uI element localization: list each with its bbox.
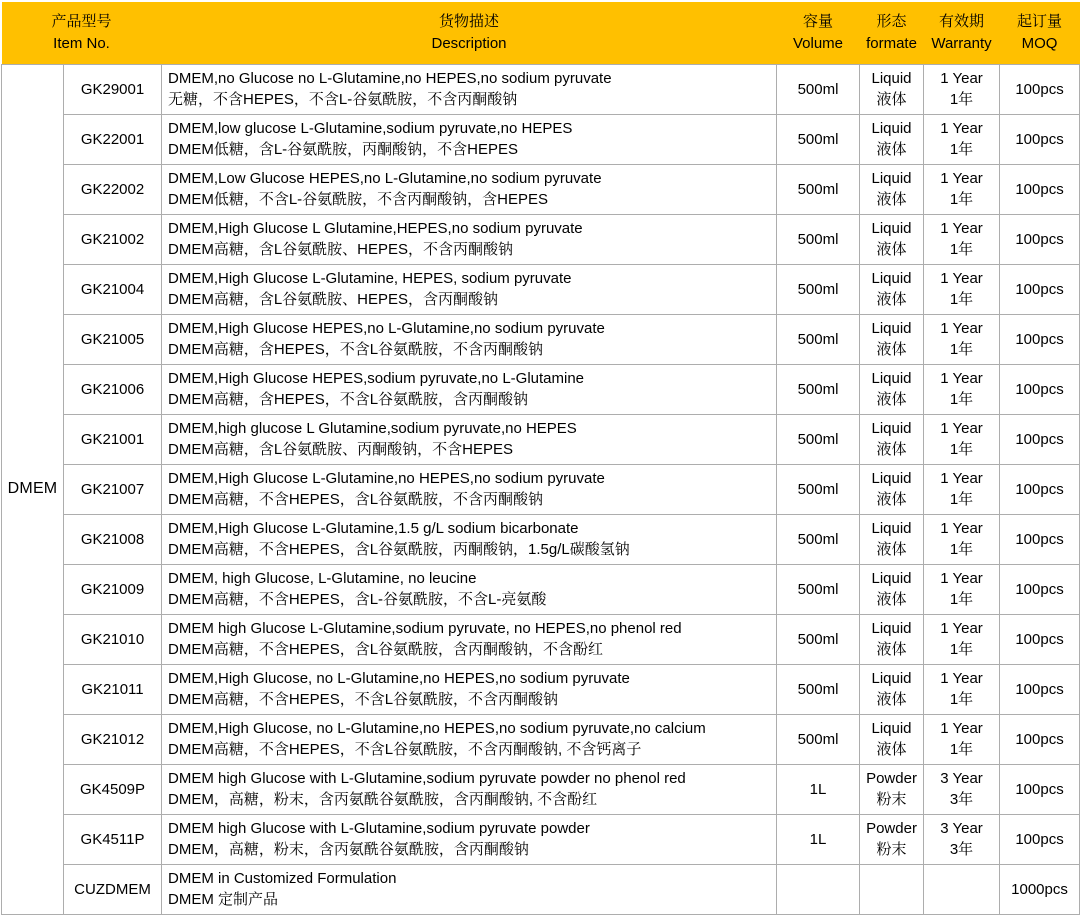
moq-cell: 100pcs xyxy=(1000,664,1080,714)
warranty-zh: 3年 xyxy=(949,791,974,809)
description-en: DMEM,High Glucose, no L-Glutamine,no HEPES,no sodium pyruvate xyxy=(168,670,630,688)
description-en: DMEM,low glucose L-Glutamine,sodium pyruvate,no HEPES xyxy=(168,120,573,138)
description-zh: DMEM高糖，含L谷氨酰胺、丙酮酸钠，不含HEPES xyxy=(168,441,514,459)
description-cell xyxy=(162,214,777,264)
description-en: DMEM,Low Glucose HEPES,no L-Glutamine,no sodium pyruvate xyxy=(168,170,602,188)
warranty-cell xyxy=(924,664,1000,714)
formate-en: Liquid xyxy=(871,120,912,138)
description-en: DMEM,High Glucose L Glutamine,HEPES,no sodium pyruvate xyxy=(168,220,583,238)
item-no-cell: CUZDMEM xyxy=(64,864,162,914)
formate-cell xyxy=(860,764,924,814)
description-cell xyxy=(162,814,777,864)
description-cell xyxy=(162,514,777,564)
moq-cell: 1000pcs xyxy=(1000,864,1080,914)
warranty-cell xyxy=(924,214,1000,264)
header-row xyxy=(2,2,1080,64)
warranty-zh: 1年 xyxy=(949,91,974,108)
volume-cell: 500ml xyxy=(777,64,860,114)
formate-cell xyxy=(860,414,924,464)
item-no-cell: GK21009 xyxy=(64,564,162,614)
table-row xyxy=(2,814,1080,864)
item-no-cell: GK21011 xyxy=(64,664,162,714)
formate-cell xyxy=(860,614,924,664)
item-no-cell: GK21004 xyxy=(64,264,162,314)
description-en: DMEM,High Glucose L-Glutamine,no HEPES,no sodium pyruvate xyxy=(168,470,605,488)
warranty-cell xyxy=(924,64,1000,114)
warranty-en: 1 Year xyxy=(940,270,983,288)
description-en: DMEM high Glucose with L-Glutamine,sodium pyruvate powder no phenol red xyxy=(168,770,686,788)
warranty-cell xyxy=(924,314,1000,364)
formate-cell xyxy=(860,814,924,864)
item-no-cell: GK21008 xyxy=(64,514,162,564)
description-cell xyxy=(162,414,777,464)
volume-cell: 500ml xyxy=(777,464,860,514)
warranty-zh: 3年 xyxy=(949,841,974,859)
volume-cell: 500ml xyxy=(777,114,860,164)
warranty-en: 1 Year xyxy=(940,170,983,188)
header-description-en: Description xyxy=(431,34,507,52)
formate-zh: 液体 xyxy=(876,591,907,609)
formate-en: Liquid xyxy=(871,320,912,338)
warranty-en: 1 Year xyxy=(940,120,983,138)
moq-cell: 100pcs xyxy=(1000,764,1080,814)
description-cell xyxy=(162,664,777,714)
description-cell xyxy=(162,264,777,314)
moq-cell: 100pcs xyxy=(1000,814,1080,864)
description-zh: DMEM 定制产品 xyxy=(168,891,279,909)
warranty-zh: 1年 xyxy=(949,641,974,659)
description-zh: DMEM高糖，含HEPES，不含L谷氨酰胺，含丙酮酸钠 xyxy=(168,391,529,409)
warranty-zh: 1年 xyxy=(949,241,974,259)
formate-en: Liquid xyxy=(871,270,912,288)
formate-cell xyxy=(860,714,924,764)
table-row xyxy=(2,564,1080,614)
warranty-en: 1 Year xyxy=(940,520,983,538)
moq-cell: 100pcs xyxy=(1000,414,1080,464)
description-cell xyxy=(162,614,777,664)
header-warranty-zh: 有效期 xyxy=(939,12,985,30)
description-zh: DMEM高糖，不含HEPES，不含L谷氨酰胺，不含丙酮酸钠 xyxy=(168,691,559,709)
description-en: DMEM,High Glucose L-Glutamine,1.5 g/L sodium bicarbonate xyxy=(168,520,579,538)
item-no-cell: GK21007 xyxy=(64,464,162,514)
header-formate-en: formate xyxy=(866,34,917,52)
formate-cell xyxy=(860,464,924,514)
description-cell xyxy=(162,464,777,514)
table-row xyxy=(2,864,1080,914)
description-en: DMEM,High Glucose L-Glutamine, HEPES, sodium pyruvate xyxy=(168,270,572,288)
moq-cell: 100pcs xyxy=(1000,464,1080,514)
formate-zh: 粉末 xyxy=(876,841,907,859)
moq-cell: 100pcs xyxy=(1000,214,1080,264)
volume-cell: 500ml xyxy=(777,264,860,314)
moq-cell: 100pcs xyxy=(1000,64,1080,114)
warranty-zh: 1年 xyxy=(949,191,974,209)
formate-en: Liquid xyxy=(871,370,912,388)
warranty-en: 1 Year xyxy=(940,420,983,438)
item-no-cell: GK4511P xyxy=(64,814,162,864)
warranty-en: 1 Year xyxy=(940,370,983,388)
item-no-cell: GK21012 xyxy=(64,714,162,764)
product-group-cell: DMEM xyxy=(2,64,64,915)
warranty-cell xyxy=(924,614,1000,664)
volume-cell: 500ml xyxy=(777,164,860,214)
warranty-en: 1 Year xyxy=(940,320,983,338)
item-no-cell: GK21006 xyxy=(64,364,162,414)
warranty-en: 1 Year xyxy=(940,220,983,238)
formate-cell xyxy=(860,264,924,314)
warranty-cell xyxy=(924,464,1000,514)
volume-cell: 500ml xyxy=(777,414,860,464)
table-row xyxy=(2,714,1080,764)
volume-cell: 500ml xyxy=(777,614,860,664)
warranty-zh: 1年 xyxy=(949,441,974,459)
warranty-en: 3 Year xyxy=(940,820,983,838)
description-cell xyxy=(162,314,777,364)
table-row xyxy=(2,614,1080,664)
formate-zh: 液体 xyxy=(876,191,907,209)
header-item-no-en: Item No. xyxy=(53,34,110,52)
formate-cell xyxy=(860,864,924,914)
volume-cell: 500ml xyxy=(777,564,860,614)
moq-cell: 100pcs xyxy=(1000,614,1080,664)
formate-zh: 液体 xyxy=(876,91,907,108)
formate-zh: 液体 xyxy=(876,441,907,459)
table-row xyxy=(2,414,1080,464)
header-volume-zh: 容量 xyxy=(803,12,834,30)
description-zh: DMEM高糖，不含HEPES，不含L谷氨酰胺，不含丙酮酸钠, 不含钙离子 xyxy=(168,741,642,759)
formate-zh: 液体 xyxy=(876,541,907,559)
header-description xyxy=(162,2,777,64)
warranty-cell xyxy=(924,814,1000,864)
description-zh: DMEM高糖，不含HEPES，含L谷氨酰胺，丙酮酸钠，1.5g/L碳酸氢钠 xyxy=(168,541,630,559)
table-row xyxy=(2,164,1080,214)
table-row xyxy=(2,214,1080,264)
description-zh: 无糖，不含HEPES，不含L-谷氨酰胺，不含丙酮酸钠 xyxy=(168,91,518,108)
formate-en: Liquid xyxy=(871,520,912,538)
description-en: DMEM,no Glucose no L-Glutamine,no HEPES,no sodium pyruvate xyxy=(168,70,612,87)
formate-en: Powder xyxy=(866,770,917,788)
header-moq-en: MOQ xyxy=(1021,34,1058,52)
header-moq xyxy=(1000,2,1080,64)
volume-cell: 500ml xyxy=(777,664,860,714)
formate-zh: 液体 xyxy=(876,491,907,509)
formate-cell xyxy=(860,564,924,614)
warranty-zh: 1年 xyxy=(949,591,974,609)
moq-cell: 100pcs xyxy=(1000,114,1080,164)
header-description-zh: 货物描述 xyxy=(439,12,500,30)
item-no-cell: GK21002 xyxy=(64,214,162,264)
formate-cell xyxy=(860,164,924,214)
description-cell xyxy=(162,114,777,164)
formate-en: Liquid xyxy=(871,670,912,688)
formate-en: Liquid xyxy=(871,470,912,488)
formate-zh: 液体 xyxy=(876,691,907,709)
formate-en: Liquid xyxy=(871,170,912,188)
table-row xyxy=(2,264,1080,314)
moq-cell: 100pcs xyxy=(1000,314,1080,364)
warranty-cell xyxy=(924,714,1000,764)
formate-zh: 液体 xyxy=(876,291,907,309)
warranty-zh: 1年 xyxy=(949,291,974,309)
warranty-zh: 1年 xyxy=(949,691,974,709)
formate-en: Liquid xyxy=(871,620,912,638)
formate-zh: 液体 xyxy=(876,141,907,159)
warranty-zh: 1年 xyxy=(949,491,974,509)
product-catalog-table xyxy=(1,2,1080,915)
formate-cell xyxy=(860,114,924,164)
warranty-cell xyxy=(924,414,1000,464)
warranty-en: 1 Year xyxy=(940,70,983,87)
formate-zh: 粉末 xyxy=(876,791,907,809)
moq-cell: 100pcs xyxy=(1000,164,1080,214)
description-en: DMEM in Customized Formulation xyxy=(168,870,397,888)
description-cell xyxy=(162,164,777,214)
header-formate-zh: 形态 xyxy=(876,12,907,30)
volume-cell: 500ml xyxy=(777,514,860,564)
warranty-en: 1 Year xyxy=(940,670,983,688)
warranty-cell xyxy=(924,114,1000,164)
volume-cell: 500ml xyxy=(777,314,860,364)
description-cell xyxy=(162,714,777,764)
header-item-no-zh: 产品型号 xyxy=(51,12,112,30)
item-no-cell: GK22002 xyxy=(64,164,162,214)
description-en: DMEM,high glucose L Glutamine,sodium pyruvate,no HEPES xyxy=(168,420,577,438)
description-en: DMEM high Glucose with L-Glutamine,sodium pyruvate powder xyxy=(168,820,590,838)
formate-zh: 液体 xyxy=(876,641,907,659)
description-cell xyxy=(162,764,777,814)
warranty-zh: 1年 xyxy=(949,341,974,359)
warranty-zh: 1年 xyxy=(949,141,974,159)
formate-en: Liquid xyxy=(871,70,912,87)
warranty-en: 1 Year xyxy=(940,470,983,488)
description-zh: DMEM高糖，含HEPES，不含L谷氨酰胺，不含丙酮酸钠 xyxy=(168,341,544,359)
moq-cell: 100pcs xyxy=(1000,264,1080,314)
warranty-zh: 1年 xyxy=(949,541,974,559)
volume-cell: 500ml xyxy=(777,364,860,414)
warranty-cell xyxy=(924,864,1000,914)
header-warranty xyxy=(924,2,1000,64)
warranty-cell xyxy=(924,564,1000,614)
description-en: DMEM,High Glucose HEPES,no L-Glutamine,no sodium pyruvate xyxy=(168,320,605,338)
item-no-cell: GK21005 xyxy=(64,314,162,364)
warranty-en: 1 Year xyxy=(940,620,983,638)
formate-cell xyxy=(860,664,924,714)
description-cell xyxy=(162,64,777,114)
description-zh: DMEM，高糖，粉末，含丙氨酰谷氨酰胺，含丙酮酸钠 xyxy=(168,841,529,859)
volume-cell: 500ml xyxy=(777,714,860,764)
volume-cell: 1L xyxy=(777,814,860,864)
formate-en: Liquid xyxy=(871,420,912,438)
description-zh: DMEM，高糖，粉末，含丙氨酰谷氨酰胺，含丙酮酸钠, 不含酚红 xyxy=(168,791,598,809)
description-zh: DMEM高糖，不含HEPES，含L-谷氨酰胺，不含L-亮氨酸 xyxy=(168,591,547,609)
description-en: DMEM,High Glucose HEPES,sodium pyruvate,no L-Glutamine xyxy=(168,370,585,388)
warranty-cell xyxy=(924,514,1000,564)
description-cell xyxy=(162,864,777,914)
description-en: DMEM,High Glucose, no L-Glutamine,no HEPES,no sodium pyruvate,no calcium xyxy=(168,720,706,738)
item-no-cell: GK22001 xyxy=(64,114,162,164)
volume-cell xyxy=(777,864,860,914)
warranty-en: 3 Year xyxy=(940,770,983,788)
header-formate xyxy=(860,2,924,64)
table-row xyxy=(2,364,1080,414)
description-en: DMEM high Glucose L-Glutamine,sodium pyruvate, no HEPES,no phenol red xyxy=(168,620,682,638)
warranty-cell xyxy=(924,264,1000,314)
table-row xyxy=(2,464,1080,514)
table-header xyxy=(2,2,1080,64)
description-zh: DMEM高糖，不含HEPES，含L谷氨酰胺，含丙酮酸钠，不含酚红 xyxy=(168,641,604,659)
formate-zh: 液体 xyxy=(876,241,907,259)
header-warranty-en: Warranty xyxy=(931,34,992,52)
moq-cell: 100pcs xyxy=(1000,714,1080,764)
description-en: DMEM, high Glucose, L-Glutamine, no leucine xyxy=(168,570,477,588)
header-item-no xyxy=(2,2,162,64)
formate-en: Liquid xyxy=(871,220,912,238)
table-row xyxy=(2,514,1080,564)
warranty-cell xyxy=(924,364,1000,414)
table-row xyxy=(2,314,1080,364)
formate-cell xyxy=(860,514,924,564)
table-row xyxy=(2,64,1080,114)
table-row xyxy=(2,664,1080,714)
description-cell xyxy=(162,364,777,414)
formate-en: Liquid xyxy=(871,570,912,588)
formate-cell xyxy=(860,364,924,414)
header-volume xyxy=(777,2,860,64)
item-no-cell: GK4509P xyxy=(64,764,162,814)
description-zh: DMEM高糖，不含HEPES，含L谷氨酰胺，不含丙酮酸钠 xyxy=(168,491,544,509)
warranty-zh: 1年 xyxy=(949,741,974,759)
formate-en: Powder xyxy=(866,820,917,838)
description-zh: DMEM高糖，含L谷氨酰胺、HEPES，含丙酮酸钠 xyxy=(168,291,499,309)
header-volume-en: Volume xyxy=(792,34,844,52)
item-no-cell: GK21010 xyxy=(64,614,162,664)
item-no-cell: GK29001 xyxy=(64,64,162,114)
table-body xyxy=(2,64,1080,915)
formate-zh: 液体 xyxy=(876,741,907,759)
warranty-en: 1 Year xyxy=(940,570,983,588)
formate-cell xyxy=(860,64,924,114)
description-zh: DMEM低糖，不含L-谷氨酰胺，不含丙酮酸钠，含HEPES xyxy=(168,191,549,209)
moq-cell: 100pcs xyxy=(1000,514,1080,564)
description-zh: DMEM低糖，含L-谷氨酰胺，丙酮酸钠，不含HEPES xyxy=(168,141,519,159)
volume-cell: 1L xyxy=(777,764,860,814)
table-row xyxy=(2,764,1080,814)
warranty-cell xyxy=(924,764,1000,814)
header-moq-zh: 起订量 xyxy=(1017,12,1063,30)
item-no-cell: GK21001 xyxy=(64,414,162,464)
warranty-cell xyxy=(924,164,1000,214)
warranty-zh: 1年 xyxy=(949,391,974,409)
volume-cell: 500ml xyxy=(777,214,860,264)
description-zh: DMEM高糖，含L谷氨酰胺、HEPES，不含丙酮酸钠 xyxy=(168,241,514,259)
formate-zh: 液体 xyxy=(876,341,907,359)
moq-cell: 100pcs xyxy=(1000,564,1080,614)
description-cell xyxy=(162,564,777,614)
formate-cell xyxy=(860,314,924,364)
moq-cell: 100pcs xyxy=(1000,364,1080,414)
warranty-en: 1 Year xyxy=(940,720,983,738)
formate-en: Liquid xyxy=(871,720,912,738)
formate-cell xyxy=(860,214,924,264)
formate-zh: 液体 xyxy=(876,391,907,409)
table-row xyxy=(2,114,1080,164)
